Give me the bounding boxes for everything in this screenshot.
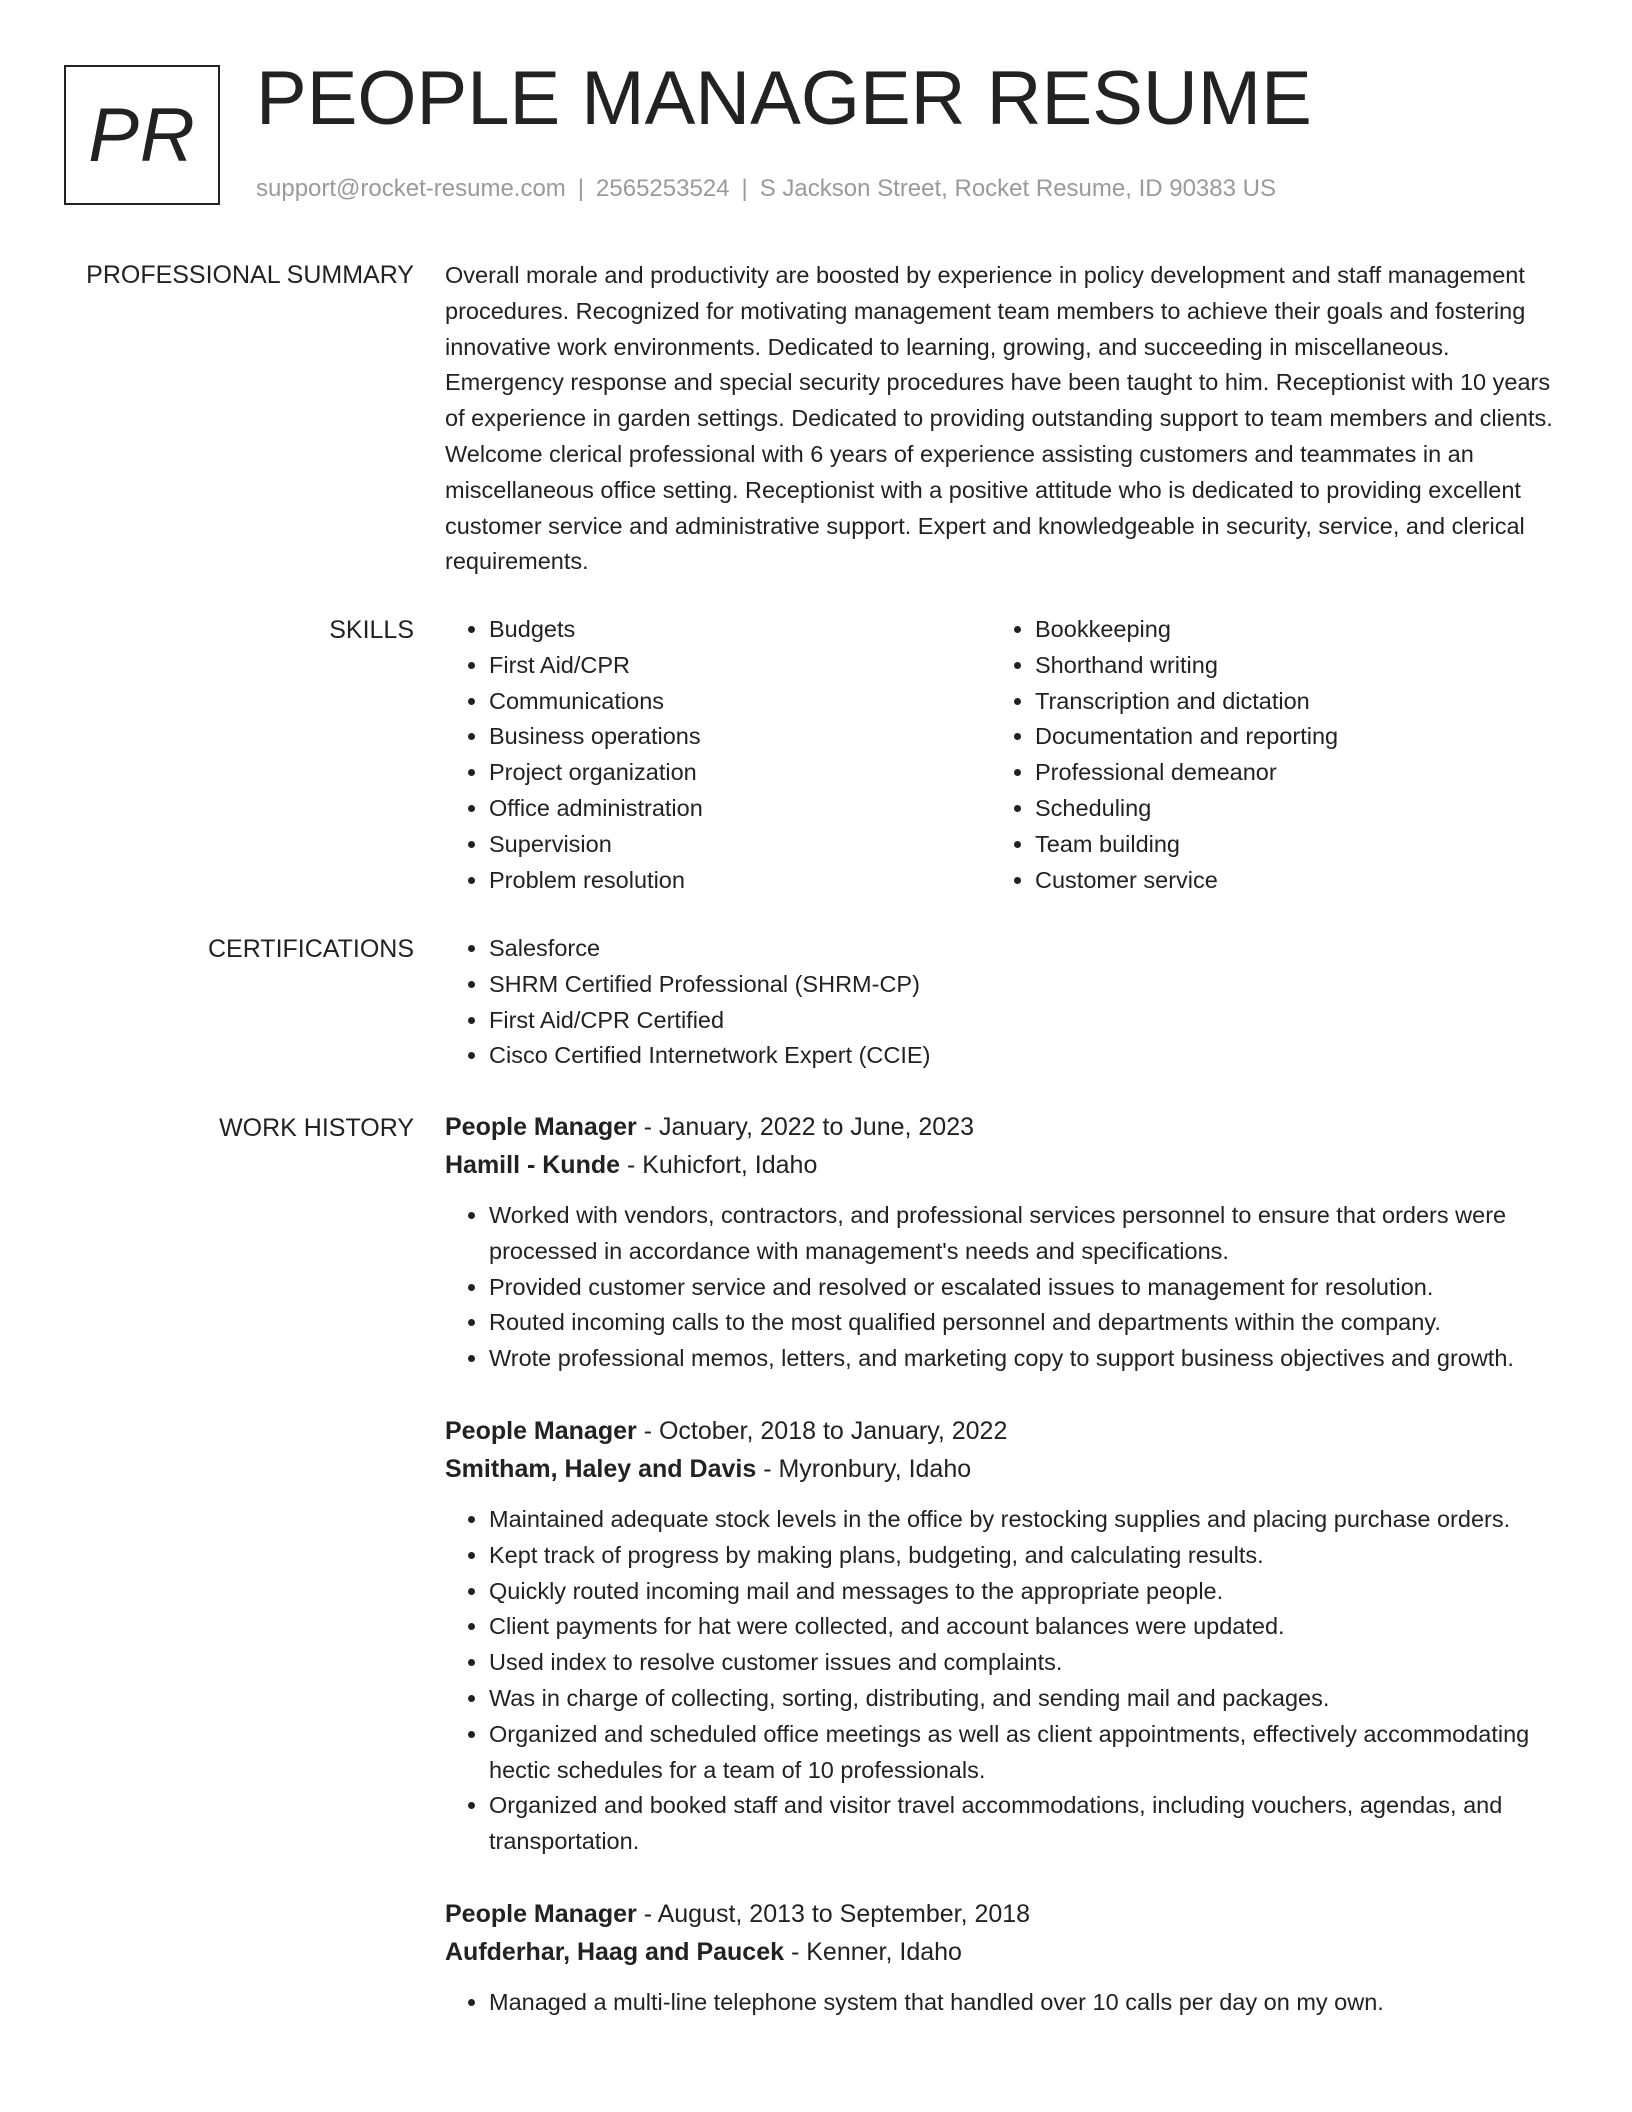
job-entry [445,1108,1565,1377]
job-company: Aufderhar, Haag and Paucek [445,1937,785,1966]
list-item: • Team building [1035,827,1537,863]
monogram-logo: PR [64,65,220,205]
list-item: • Organized and booked staff and visitor travel accommodations, including vouchers, agendas, and transportation. [489,1788,1565,1860]
summary-body [445,258,1565,580]
list-item: • Scheduling [1035,791,1537,827]
job-title: People Manager [445,1899,637,1928]
list-item: • Organized and scheduled office meetings as well as client appointments, effectively accommodating hectic schedules for a team of 10 professionals. [489,1717,1565,1789]
list-item: • First Aid/CPR Certified [489,1003,1565,1039]
job-title-line [445,1108,1565,1146]
list-item: • First Aid/CPR [489,648,991,684]
summary-text: Overall morale and productivity are boosted by experience in policy development and staff management procedures. Recognized for motivating management team members to achieve their goals and fostering innovative work environments. Dedicated to learning, growing, and succeeding in miscellaneous. Emergency response and special security procedures have been taught to him. Receptionist with 10 years of experience in garden settings. Dedicated to providing outstanding support to team members and clients. Welcome clerical professional with 6 years of experience assisting customers and teammates in an miscellaneous office setting. Receptionist with a positive attitude who is dedicated to providing excellent customer service and administrative support. Expert and knowledgeable in security, service, and clerical requirements. [445,262,1553,575]
certifications-list [445,931,1565,1074]
job-title: People Manager [445,1416,637,1445]
list-item: • Office administration [489,791,991,827]
skills-list-left [445,612,991,898]
job-location: - Kenner, Idaho [790,1937,962,1966]
list-item: • Shorthand writing [1035,648,1537,684]
job-company-line [445,1450,1565,1488]
list-item: • Quickly routed incoming mail and messages to the appropriate people. [489,1574,1565,1610]
job-title-line [445,1412,1565,1450]
summary-heading: PROFESSIONAL SUMMARY [86,261,414,289]
contact-email: support@rocket-resume.com [256,175,566,202]
list-item: • Documentation and reporting [1035,719,1537,755]
list-item: • Was in charge of collecting, sorting, distributing, and sending mail and packages. [489,1681,1565,1717]
job-company: Smitham, Haley and Davis [445,1454,757,1483]
job-dates: - October, 2018 to January, 2022 [643,1416,1008,1445]
skills-list-right [991,612,1537,898]
job-company: Hamill - Kunde [445,1151,621,1179]
skills-body [445,612,1565,898]
job-dates: - August, 2013 to September, 2018 [643,1899,1031,1928]
list-item: • Problem resolution [489,863,991,899]
list-item: • Worked with vendors, contractors, and professional services personnel to ensure that orders were processed in accordance with management's needs and specifications. [489,1198,1565,1270]
contact-phone: 2565253524 [596,175,730,202]
list-item: • Provided customer service and resolved or escalated issues to management for resolution. [489,1270,1565,1306]
job-duties-list [445,1502,1565,1860]
list-item: • Client payments for hat were collected, and account balances were updated. [489,1609,1565,1645]
list-item: • Budgets [489,612,991,648]
list-item: • Business operations [489,719,991,755]
skills-heading: SKILLS [329,616,414,644]
list-item: • Cisco Certified Internetwork Expert (CCIE) [489,1038,1565,1074]
list-item: • Bookkeeping [1035,612,1537,648]
list-item: • Wrote professional memos, letters, and marketing copy to support business objectives and growth. [489,1341,1565,1377]
contact-address: S Jackson Street, Rocket Resume, ID 90383 US [759,175,1276,202]
contact-separator: | [577,175,585,202]
job-title-line [445,1895,1565,1933]
list-item: • Salesforce [489,931,1565,967]
contact-separator: | [741,175,748,202]
job-entry [445,1412,1565,1860]
job-location: - Kuhicfort, Idaho [626,1151,818,1179]
list-item: • Used index to resolve customer issues and complaints. [489,1645,1565,1681]
list-item: • Kept track of progress by making plans, budgeting, and calculating results. [489,1538,1565,1574]
list-item: • SHRM Certified Professional (SHRM-CP) [489,967,1565,1003]
list-item: • Customer service [1035,863,1537,899]
list-item: • Professional demeanor [1035,755,1537,791]
job-duties-list [445,1985,1565,2021]
list-item: • Routed incoming calls to the most qualified personnel and departments within the company. [489,1305,1565,1341]
list-item: • Project organization [489,755,991,791]
job-company-line [445,1146,1565,1184]
certifications-body [445,931,1565,1074]
job-duties-list [445,1198,1565,1377]
list-item: • Managed a multi-line telephone system that handled over 10 calls per day on my own. [489,1985,1565,2021]
job-dates: - January, 2022 to June, 2023 [643,1113,975,1141]
list-item: • Communications [489,684,991,720]
work-history-body [445,1108,1565,2021]
job-title: People Manager [445,1113,637,1141]
page-title: PEOPLE MANAGER RESUME [256,56,1312,141]
list-item: • Transcription and dictation [1035,684,1537,720]
list-item: • Maintained adequate stock levels in the office by restocking supplies and placing purchase orders. [489,1502,1565,1538]
work-history-heading: WORK HISTORY [219,1114,414,1142]
certifications-heading: CERTIFICATIONS [207,935,414,963]
job-entry [445,1895,1565,2021]
contact-line [256,172,1276,206]
job-company-line [445,1933,1565,1971]
job-location: - Myronbury, Idaho [763,1454,972,1483]
list-item: • Supervision [489,827,991,863]
